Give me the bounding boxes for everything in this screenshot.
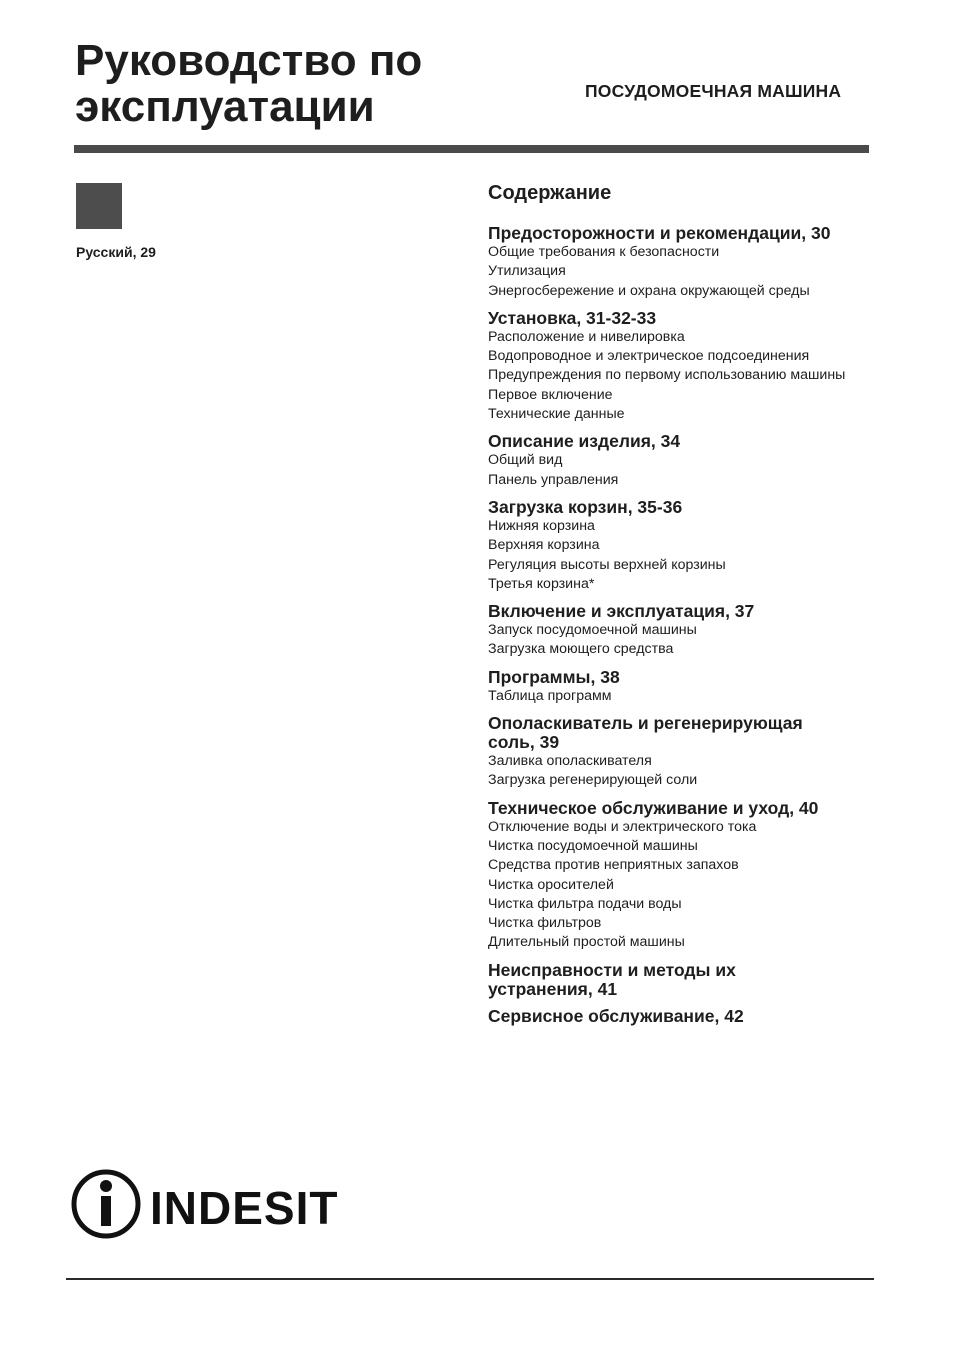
toc-section-title[interactable]: Загрузка корзин, 35-36: [488, 496, 683, 517]
toc-item[interactable]: Средства против неприятных запахов: [488, 857, 739, 874]
toc-item[interactable]: Расположение и нивелировка: [488, 328, 685, 345]
toc-section-description: [488, 432, 888, 490]
header-divider: [74, 145, 869, 153]
toc-item[interactable]: Технические данные: [488, 406, 625, 423]
toc-section-maintenance: [488, 799, 888, 953]
toc-item[interactable]: Предупреждения по первому использованию машины: [488, 367, 846, 384]
toc-item[interactable]: Чистка оросителей: [488, 876, 614, 893]
toc-section-rinse-aid-salt: [488, 714, 888, 791]
toc-item[interactable]: Третья корзина*: [488, 575, 595, 592]
indesit-logo: [70, 1168, 350, 1240]
toc-item[interactable]: Чистка фильтра подачи воды: [488, 895, 682, 912]
toc-section-title[interactable]: Техническое обслуживание и уход, 40: [488, 797, 819, 818]
toc-item[interactable]: Общий вид: [488, 452, 563, 469]
toc-item[interactable]: Чистка посудомоечной машины: [488, 837, 698, 854]
toc-item[interactable]: Первое включение: [488, 386, 613, 403]
language-marker: [76, 183, 122, 229]
toc-section-installation: [488, 309, 888, 424]
toc-section-title-line-1: Неисправности и методы их: [488, 959, 736, 980]
toc-item[interactable]: Отключение воды и электрического тока: [488, 818, 757, 835]
toc-heading: Содержание: [488, 182, 612, 204]
language-label[interactable]: Русский, 29: [76, 244, 156, 260]
toc-section-title[interactable]: Описание изделия, 34: [488, 431, 681, 452]
toc-section-title[interactable]: [488, 961, 888, 999]
toc-item[interactable]: Общие требования к безопасности: [488, 244, 720, 260]
page-title: [75, 38, 555, 130]
toc-item[interactable]: Верхняя корзина: [488, 537, 600, 554]
toc-section-title[interactable]: Включение и эксплуатация, 37: [488, 601, 755, 622]
toc-item[interactable]: Панель управления: [488, 471, 619, 488]
toc-item[interactable]: Чистка фильтров: [488, 915, 602, 932]
product-name: ПОСУДОМОЕЧНАЯ МАШИНА: [585, 81, 842, 101]
page-title-line-2: эксплуатации: [75, 82, 375, 131]
toc-section-title[interactable]: Программы, 38: [488, 666, 620, 687]
logo-wordmark: INDESIT: [150, 1182, 339, 1234]
toc-item[interactable]: Запуск посудомоечной машины: [488, 622, 697, 639]
toc-item[interactable]: Водопроводное и электрическое подсоединения: [488, 348, 810, 365]
toc-item[interactable]: Энергосбережение и охрана окружающей среды: [488, 282, 810, 299]
toc-section-programmes: [488, 668, 888, 706]
toc-section-title[interactable]: [488, 714, 888, 752]
toc-section-title[interactable]: Предосторожности и рекомендации, 30: [488, 223, 831, 243]
toc-section-title[interactable]: Установка, 31-32-33: [488, 307, 657, 328]
toc-item[interactable]: Регуляция высоты верхней корзины: [488, 556, 726, 573]
toc-item[interactable]: Утилизация: [488, 263, 566, 280]
toc-section-title[interactable]: Сервисное обслуживание, 42: [488, 1005, 744, 1026]
toc-section-loading-racks: [488, 498, 888, 594]
toc-section-service: [488, 1007, 888, 1026]
toc-section-precautions: [488, 224, 888, 301]
toc-item[interactable]: Загрузка моющего средства: [488, 641, 674, 658]
toc-item[interactable]: Таблица программ: [488, 687, 612, 704]
table-of-contents: [488, 180, 888, 1034]
toc-section-start-and-use: [488, 602, 888, 660]
toc-item[interactable]: Нижняя корзина: [488, 517, 595, 534]
toc-section-title-line-2: устранения, 41: [488, 978, 618, 999]
page-title-line-1: Руководство по: [75, 36, 423, 85]
toc-item[interactable]: Заливка ополаскивателя: [488, 753, 652, 770]
toc-section-troubleshooting: [488, 961, 888, 999]
toc-item[interactable]: Загрузка регенерирующей соли: [488, 772, 698, 789]
indesit-i-circle-icon: [74, 1172, 138, 1236]
toc-section-title-line-1: Ополаскиватель и регенерирующая: [488, 713, 803, 734]
footer-divider: [66, 1278, 874, 1280]
toc-item[interactable]: Длительный простой машины: [488, 934, 685, 951]
toc-section-title-line-2: соль, 39: [488, 732, 560, 753]
